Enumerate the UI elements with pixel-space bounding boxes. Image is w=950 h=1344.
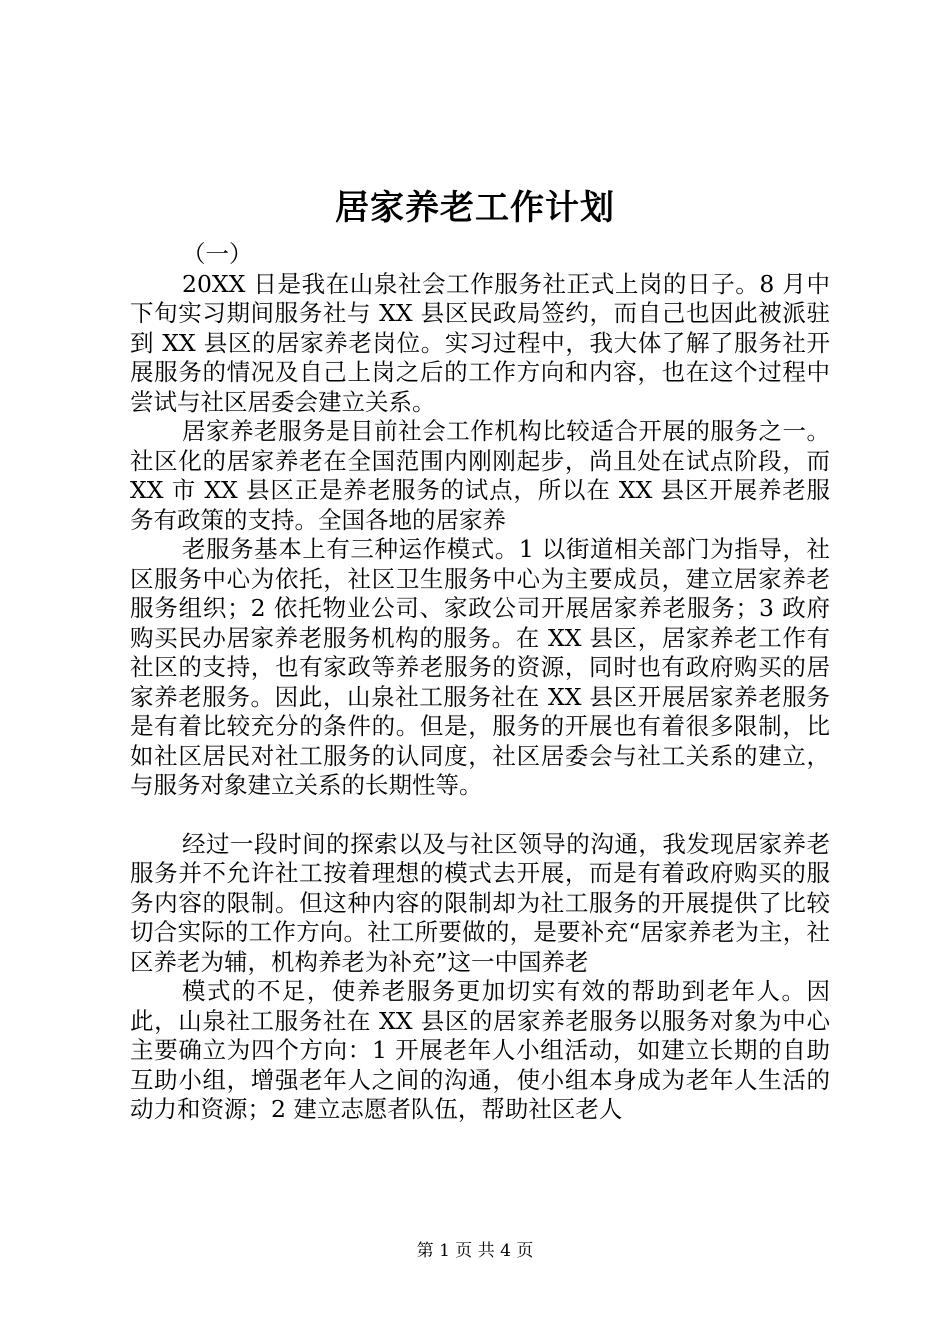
- paragraph-1: 20XX 日是我在山泉社会工作服务社正式上岗的日子。8 月中下旬实习期间服务社与 XX 县区民政局签约，而自己也因此被派驻到 XX 县区的居家养老岗位。实习过程中，我大体了解了服务社开展服务的情况及自己上岗之后的工作方向和内容，也在这个过程中尝试与社区居委会建立关系。: [130, 269, 830, 416]
- section-marker: （一）: [182, 240, 253, 268]
- paragraph-5: 模式的不足，使养老服务更加切实有效的帮助到老年人。因此，山泉社工服务社在 XX 县区的居家养老服务以服务对象为中心主要确立为四个方向：1 开展老年人小组活动，如建立长期的自助互助小组，增强老年人之间的沟通，使小组本身成为老年人生活的动力和资源；2 建立志愿者队伍，帮助社区老人: [130, 977, 830, 1123]
- paragraph-2: 居家养老服务是目前社会工作机构比较适合开展的服务之一。社区化的居家养老在全国范围内刚刚起步，尚且处在试点阶段，而 XX 市 XX 县区正是养老服务的试点，所以在 XX 县区开展养老服务有政策的支持。全国各地的居家养: [130, 417, 830, 534]
- page-number-footer: 第 1 页 共 4 页: [416, 1241, 534, 1261]
- document-body: [130, 240, 830, 1125]
- paragraph-4: 经过一段时间的探索以及与社区领导的沟通，我发现居家养老服务并不允许社工按着理想的模式去开展，而是有着政府购买的服务内容的限制。但这种内容的限制却为社工服务的开展提供了比较切合实际的工作方向。社工所要做的，是要补充“居家养老为主，社区养老为辅，机构养老为补充”这一中国养老: [130, 829, 830, 976]
- paragraph-3: 老服务基本上有三种运作模式。1 以街道相关部门为指导，社区服务中心为依托，社区卫生服务中心为主要成员，建立居家养老服务组织；2 依托物业公司、家政公司开展居家养老服务；3 政府购买民办居家养老服务机构的服务。在 XX 县区，居家养老工作有社区的支持，也有家政等养老服务的资源，同时也有政府购买的居家养老服务。因此，山泉社工服务社在 XX 县区开展居家养老服务是有着比较充分的条件的。但是，服务的开展也有着很多限制，比如社区居民对社工服务的认同度，社区居委会与社工关系的建立，与服务对象建立关系的长期性等。: [130, 535, 830, 799]
- document-title: 居家养老工作计划: [335, 188, 615, 228]
